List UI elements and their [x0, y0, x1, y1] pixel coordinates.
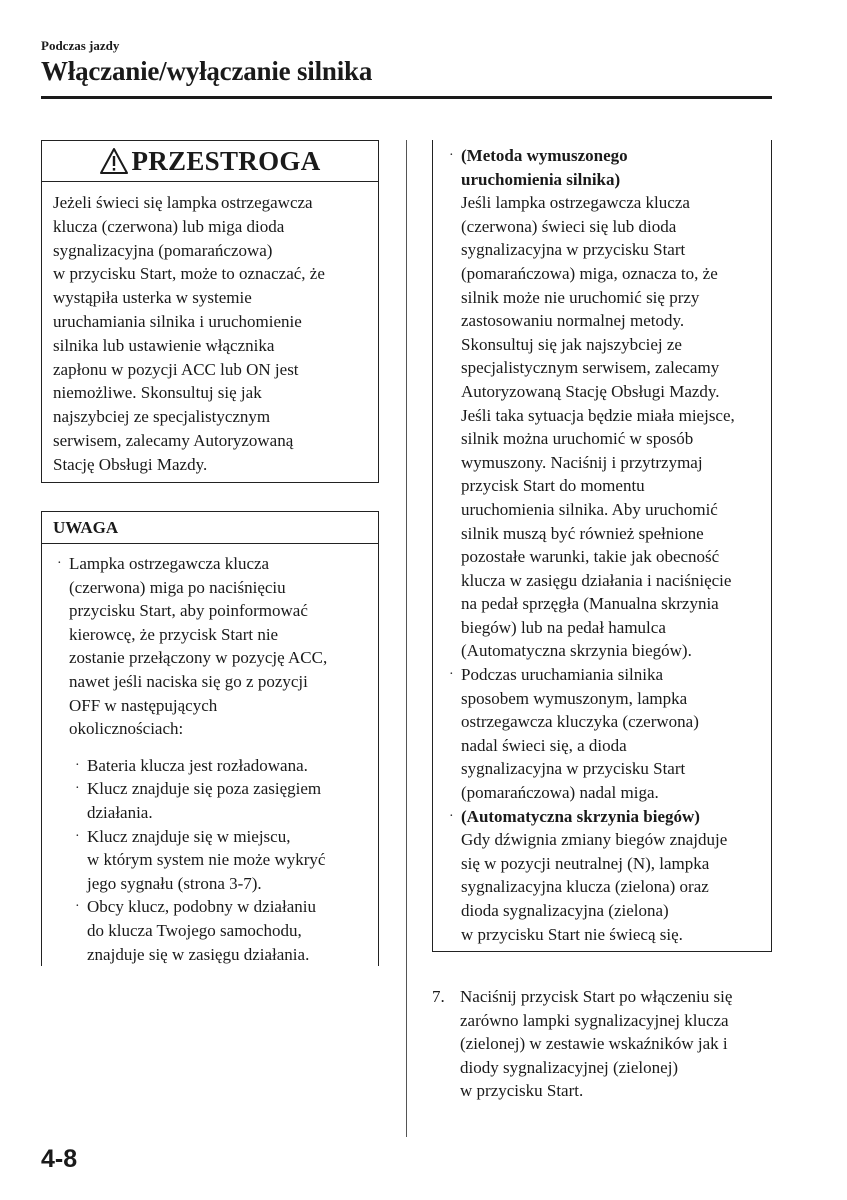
- note-sub-text-line: działania.: [87, 802, 153, 822]
- warning-text-line: Stację Obsługi Mazdy.: [53, 454, 208, 474]
- continued-item: [433, 805, 771, 947]
- note-main-text: [69, 552, 369, 741]
- continued-item: [433, 663, 771, 805]
- note-sub-text-line: jego sygnału (strona 3-7).: [87, 873, 262, 893]
- warning-text-line: Jeżeli świeci się lampka ostrzegawcza: [53, 193, 313, 212]
- continued-text-line: sygnalizacyjna w przycisku Start: [461, 759, 686, 779]
- continued-item-heading: (Metoda wymuszonego: [461, 146, 628, 165]
- note-sub-text-line: Obcy klucz, podobny w działaniu: [87, 897, 316, 917]
- warning-box: [41, 140, 379, 483]
- warning-text-line: serwisem, zalecamy Autoryzowaną: [53, 430, 294, 450]
- continued-text-line: uruchomienia silnika. Aby uruchomić: [461, 499, 718, 519]
- step-text-line: diody sygnalizacyjnej (zielonej): [460, 1057, 679, 1077]
- note-sub-item: [41, 895, 379, 966]
- continued-text-line: ostrzegawcza kluczyka (czerwona): [461, 712, 699, 732]
- continued-text-line: Autoryzowaną Stację Obsługi Mazdy.: [461, 381, 720, 401]
- section-label: Podczas jazdy: [41, 38, 120, 53]
- continued-text-line: zastosowaniu normalnej metody.: [461, 311, 685, 331]
- warning-text-line: uruchamiania silnika i uruchomienie: [53, 311, 302, 331]
- continued-text-line: (czerwona) świeci się lub dioda: [461, 216, 677, 236]
- note-text-line: nawet jeśli naciska się go z pozycji: [69, 671, 308, 691]
- bullet-dot: ·: [57, 556, 62, 571]
- note-text-line: Lampka ostrzegawcza klucza: [69, 554, 270, 573]
- note-sub-item: [41, 754, 379, 778]
- step-text-line: w przycisku Start.: [460, 1081, 584, 1101]
- bullet-dot: ·: [75, 781, 80, 797]
- step-text-line: (zielonej) w zestawie wskaźników jak i: [460, 1034, 728, 1054]
- continued-text-line: pozostałe warunki, takie jak obecność: [461, 547, 720, 567]
- note-sub-text-line: znajduje się w zasięgu działania.: [87, 944, 310, 964]
- step-number: 7.: [432, 987, 445, 1006]
- warning-triangle-icon: [99, 147, 129, 175]
- note-sub-text-line: Bateria klucza jest rozładowana.: [87, 755, 308, 775]
- step-text: [432, 985, 772, 1103]
- continued-text-line: przycisk Start do momentu: [461, 476, 645, 496]
- continued-text-line: (pomarańczowa) miga, oznacza to, że: [461, 263, 718, 283]
- warning-title: PRZESTROGA: [131, 145, 321, 176]
- note-text-line: okolicznościach:: [69, 719, 184, 739]
- note-text-line: (czerwona) miga po naciśnięciu: [69, 577, 286, 597]
- continued-item-heading: (Automatyczna skrzynia biegów): [461, 806, 700, 826]
- note-sub-list: [41, 754, 379, 966]
- column-divider: [406, 140, 407, 1137]
- warning-text-line: niemożliwe. Skonsultuj się jak: [53, 383, 262, 403]
- note-text-line: przycisku Start, aby poinformować: [69, 601, 308, 621]
- continued-text-line: (pomarańczowa) nadal miga.: [461, 783, 659, 803]
- note-title: UWAGA: [41, 511, 379, 544]
- note-main-item: [41, 552, 379, 741]
- page-title: Włączanie/wyłączanie silnika: [41, 56, 373, 86]
- warning-text-line: sygnalizacyjna (pomarańczowa): [53, 240, 273, 260]
- note-text-line: zostanie przełączony w pozycję ACC,: [69, 648, 328, 668]
- step-7: [432, 985, 772, 1103]
- step-text-line: zarówno lampki sygnalizacyjnej klucza: [460, 1010, 729, 1030]
- note-sub-item: [41, 777, 379, 824]
- continued-text-line: się w pozycji neutralnej (N), lampka: [461, 853, 710, 873]
- page-number: 4-8: [41, 1145, 78, 1173]
- note-body: [41, 552, 379, 966]
- note-sub-text-line: Klucz znajduje się poza zasięgiem: [87, 779, 322, 799]
- warning-text: [42, 182, 378, 477]
- bullet-dot: ·: [449, 148, 454, 163]
- bullet-dot: ·: [75, 757, 80, 773]
- warning-text-line: w przycisku Start, może to oznaczać, że: [53, 264, 325, 284]
- continued-text-line: silnik muszą być również spełnione: [461, 523, 704, 543]
- continued-text-line: specjalistycznym serwisem, zalecamy: [461, 358, 720, 378]
- warning-text-line: zapłonu w pozycji ACC lub ON jest: [53, 359, 299, 379]
- continued-text-line: Gdy dźwignia zmiany biegów znajduje: [461, 830, 728, 850]
- continued-text-line: nadal świeci się, a dioda: [461, 735, 627, 755]
- bullet-dot: ·: [449, 808, 454, 824]
- note-sub-text-line: Klucz znajduje się w miejscu,: [87, 826, 291, 846]
- continued-text-line: sygnalizacyjna klucza (zielona) oraz: [461, 877, 709, 897]
- step-text-line: Naciśnij przycisk Start po włączeniu się: [460, 987, 733, 1006]
- note-sub-item: [41, 825, 379, 896]
- warning-header: [42, 141, 378, 182]
- continued-text-line: Jeśli lampka ostrzegawcza klucza: [461, 193, 690, 213]
- continued-text-line: wymuszony. Naciśnij i przytrzymaj: [461, 452, 703, 472]
- continued-text-line: na pedał sprzęgła (Manualna skrzynia: [461, 594, 719, 614]
- continued-text-line: Podczas uruchamiania silnika: [461, 665, 664, 685]
- continued-text-line: Skonsultuj się jak najszybciej ze: [461, 334, 682, 354]
- continued-text-line: silnik można uruchomić w sposób: [461, 429, 694, 449]
- continued-text-line: Jeśli taka sytuacja będzie miała miejsce,: [461, 405, 735, 425]
- title-rule: [41, 96, 772, 99]
- bullet-dot: ·: [75, 828, 80, 844]
- continued-text-line: w przycisku Start nie świecą się.: [461, 924, 683, 944]
- continued-text-line: biegów) lub na pedał hamulca: [461, 617, 666, 637]
- continued-text-line: sygnalizacyjna w przycisku Start: [461, 240, 686, 260]
- warning-text-line: klucza (czerwona) lub miga dioda: [53, 216, 285, 236]
- warning-text-line: najszybciej ze specjalistycznym: [53, 407, 271, 427]
- continued-note-box: [432, 140, 772, 952]
- continued-note-body: [433, 140, 771, 946]
- note-box: [41, 511, 379, 966]
- continued-text-line: silnik może nie uruchomić się przy: [461, 287, 700, 307]
- continued-text-line: klucza w zasięgu działania i naciśnięcie: [461, 570, 732, 590]
- continued-text-line: dioda sygnalizacyjna (zielona): [461, 901, 669, 920]
- note-sub-text-line: do klucza Twojego samochodu,: [87, 920, 302, 940]
- note-text-line: OFF w następujących: [69, 695, 218, 715]
- continued-text-line: sposobem wymuszonym, lampka: [461, 688, 688, 708]
- bullet-dot: ·: [449, 667, 454, 683]
- continued-item: [433, 144, 771, 663]
- warning-text-line: silnika lub ustawienie włącznika: [53, 335, 275, 355]
- continued-item-heading: uruchomienia silnika): [461, 169, 621, 189]
- warning-text-line: wystąpiła usterka w systemie: [53, 288, 252, 308]
- note-text-line: kierowcę, że przycisk Start nie: [69, 624, 279, 644]
- note-sub-text-line: w którym system nie może wykryć: [87, 850, 326, 870]
- bullet-dot: ·: [75, 899, 80, 915]
- continued-text-line: (Automatyczna skrzynia biegów).: [461, 641, 692, 661]
